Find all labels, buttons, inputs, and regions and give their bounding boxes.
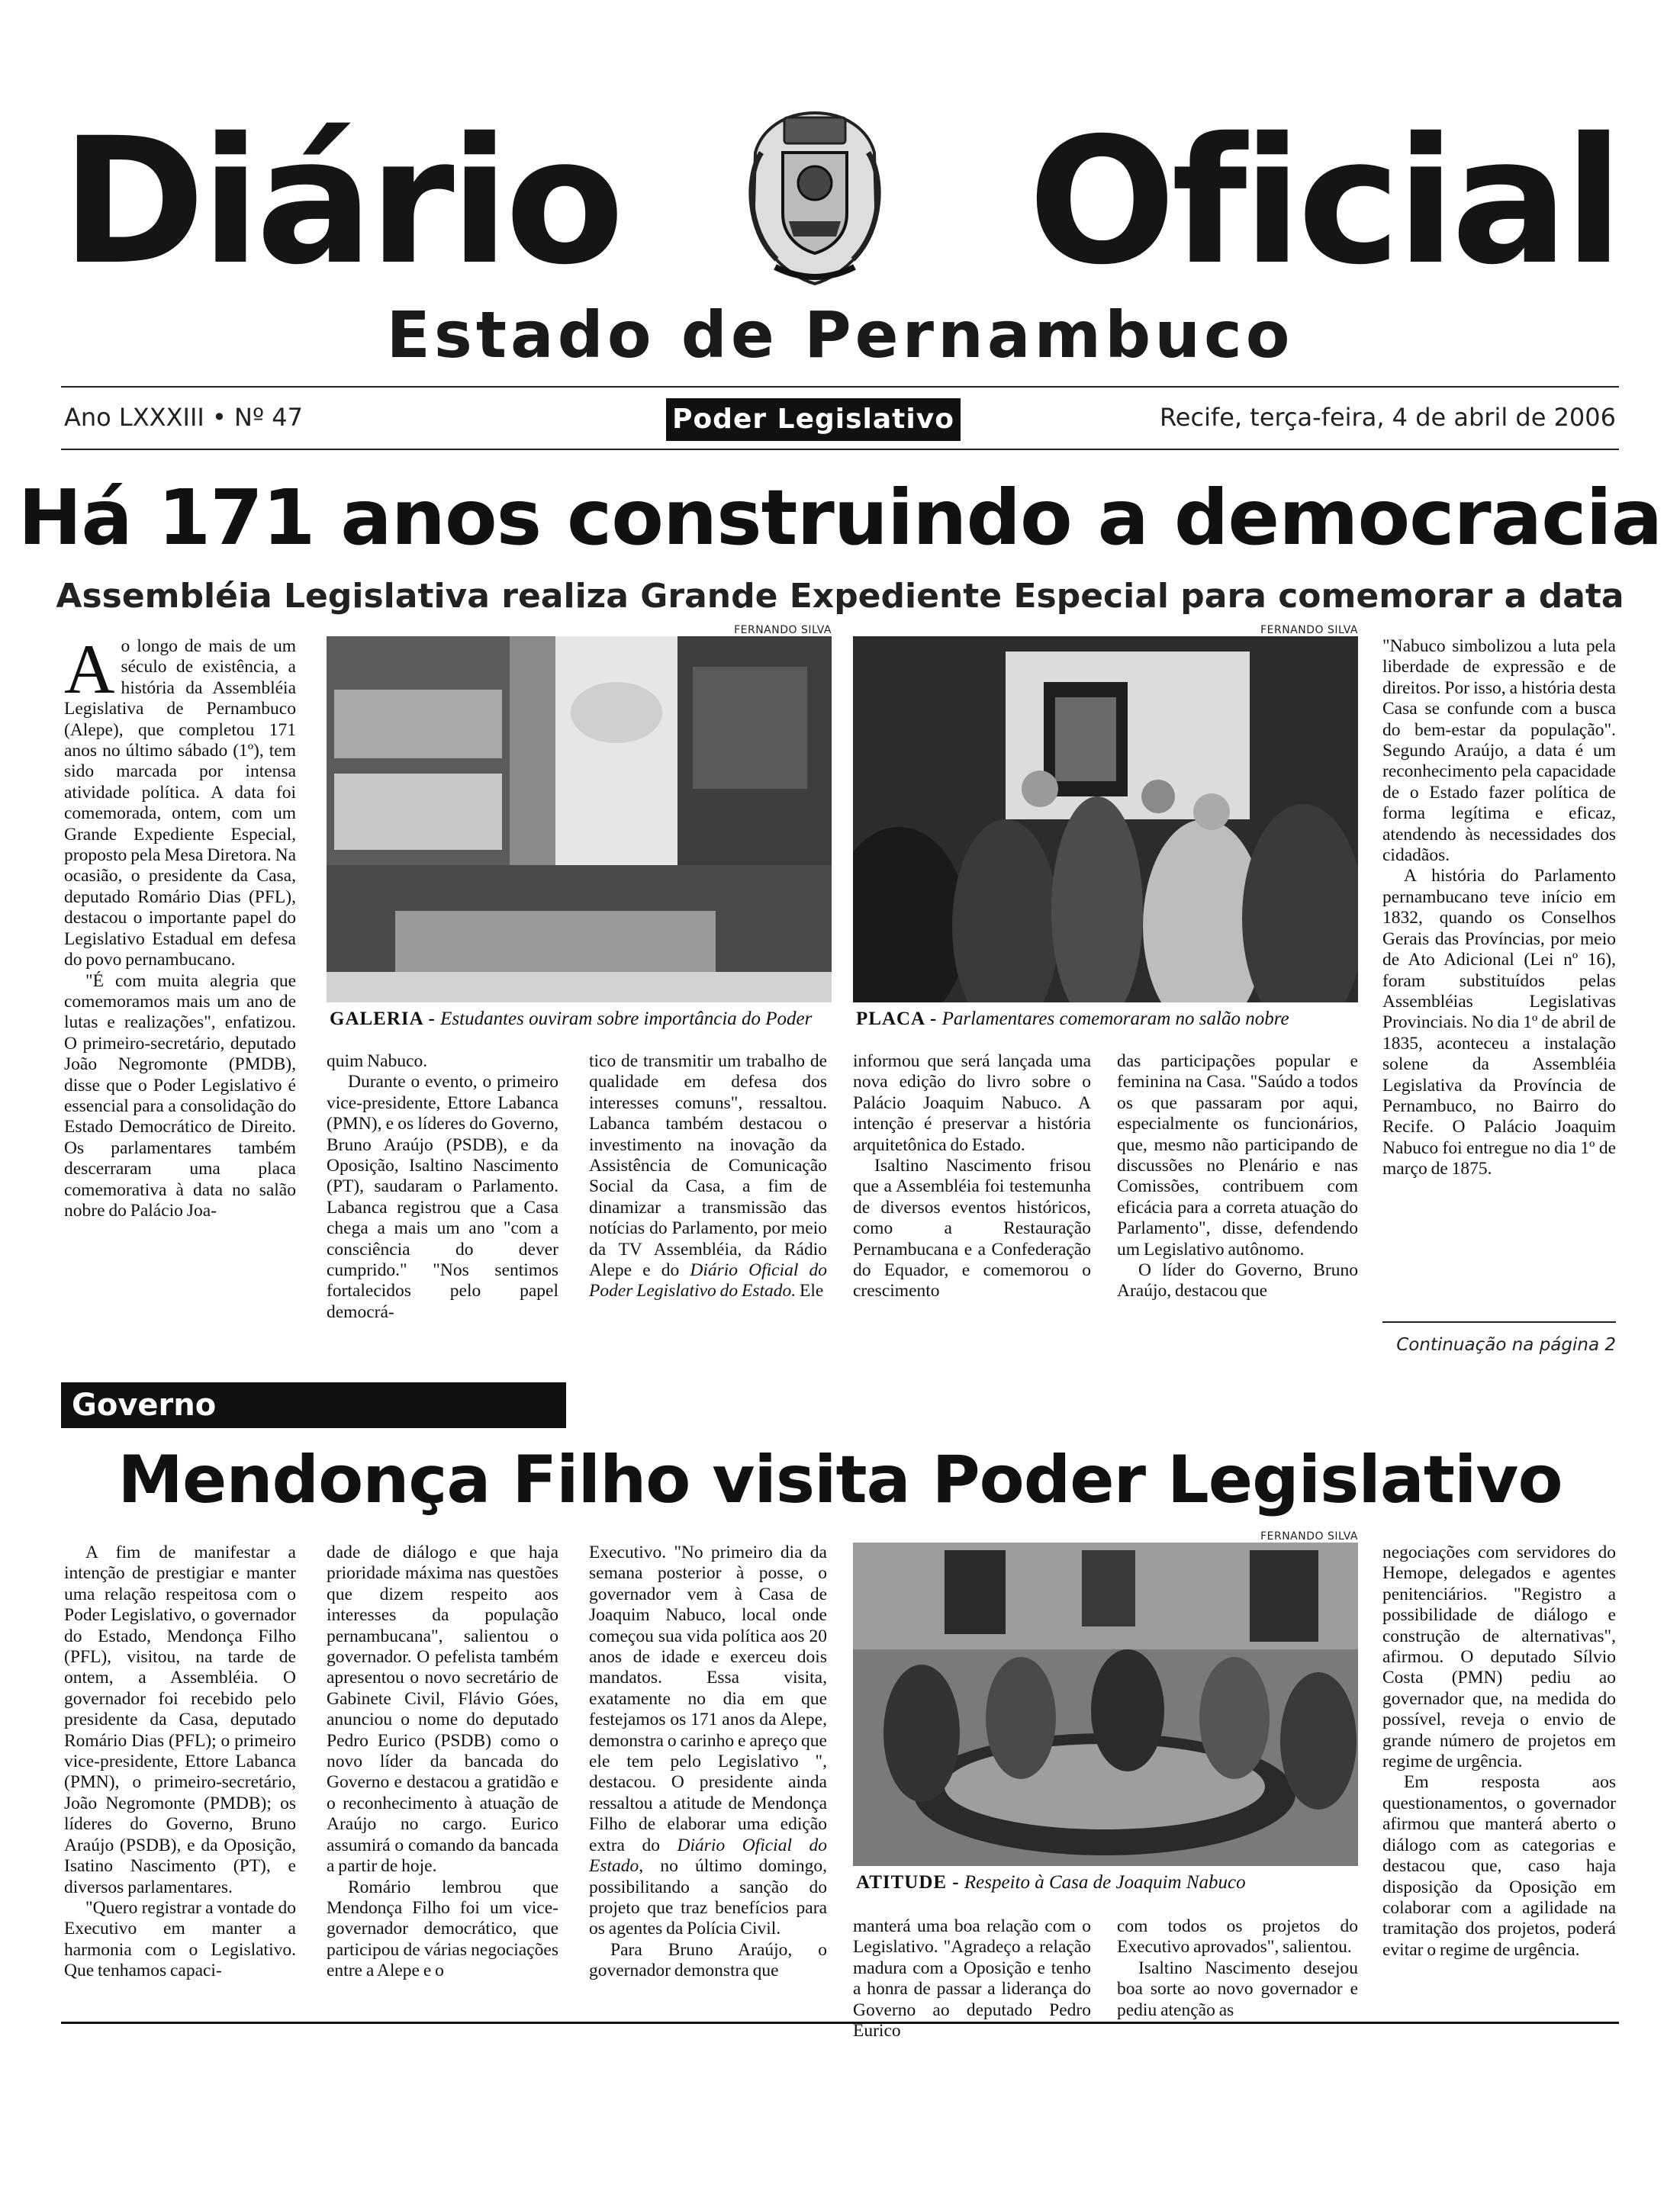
paragraph: "É com muita alegria que comemoramos mais um ano de lutas e realizações", enfatizou. O primeiro-secretário, deputado João Negromonte (PMDB), disse que o Poder Legislativo é essencial para a consolidação do Estado Democrático de Direito. Os parlamentares também descerraram uma placa comemorativa à data no salão nobre do Palácio Joa-	[64, 970, 296, 1221]
section-badge: Poder Legislativo	[666, 398, 961, 441]
paragraph: das participações popular e feminina na Casa. "Saúdo a todos os que passaram por aqui, especialmente os funcionários, que, mesmo não participando de discussões no Plenário e nas Comissões, contribuem com eficácia para a correta atuação do Parlamento", disse, defendendo um Legislativo autônomo.	[1117, 1051, 1358, 1260]
paragraph: o longo de mais de um século de existência, a história da Assembléia Legislativa de Pernambuco (Alepe), que completou 171 anos no último sábado (1º), tem sido marcada por intensa atividade política. A data foi comemorada, ontem, com um Grande Expediente Especial, proposto pela Mesa Diretora. Na ocasião, o presidente da Casa, deputado Romário Dias (PFL), destacou o importante papel do Legislativo Estadual em defesa do povo pernambucano.	[64, 636, 296, 970]
paragraph	[589, 1543, 827, 1940]
paragraph: Isaltino Nascimento desejou boa sorte ao novo governador e pediu atenção as	[1117, 1958, 1358, 2020]
lead-column-6	[1382, 636, 1616, 1180]
paragraph: informou que será lançada uma nova edição do livro sobre o Palácio Joaquim Nabuco. A intenção é preservar a história arquitetônica do Estado.	[853, 1051, 1091, 1155]
second-column-6	[1382, 1543, 1616, 1961]
top-rule	[61, 386, 1619, 388]
paragraph: "Nabuco simbolizou a luta pela liberdade de expressão e de direitos. Por isso, a história desta Casa se confunde com a busca do bem-estar da população". Segundo Araújo, a data é um reconhecimento pela capacidade de o Estado fazer política de forma legítima e eficaz, atendendo às necessidades dos cidadãos.	[1382, 636, 1616, 866]
paragraph: A história do Parlamento pernambucano teve início em 1832, quando os Conselhos Gerais das Províncias, por meio de Ato Adicional (Lei nº 16), foram substituídos pelas Assembléias Legislativas Provinciais. No dia 1º de abril de 1835, aconteceu a instalação solene da Assembléia Legislativa da Província de Pernambuco, no Bairro do Recife. O Palácio Joaquim Nabuco foi entregue no dia 1º de março de 1875.	[1382, 866, 1616, 1179]
paragraph: "Quero registrar a vontade do Executivo em manter a harmonia com o Legislativo. Que tenhamos capaci-	[64, 1897, 296, 1981]
lead-column-3	[589, 1051, 827, 1302]
second-column-2	[327, 1543, 558, 1982]
header-bottom-rule	[61, 449, 1619, 450]
second-column-3	[589, 1543, 827, 1982]
masthead-subtitle: Estado de Pernambuco	[386, 298, 1294, 372]
caption-text: Parlamentares comemoraram no salão nobre	[941, 1009, 1289, 1029]
paragraph: Romário lembrou que Mendonça Filho foi um vice-governador democrático, que participou de várias negociações entre a Alepe e o	[327, 1877, 558, 1981]
publication-title: Diário Oficial do Poder Legislativo do Estado.	[589, 1260, 827, 1301]
caption-label: PLACA -	[856, 1009, 938, 1029]
photo-caption	[856, 1009, 1289, 1030]
caption-text: Estudantes ouviram sobre importância do Poder	[440, 1009, 813, 1029]
photo-plaque-ceremony	[853, 636, 1358, 1002]
paragraph	[589, 1051, 827, 1302]
text-run: , no último domingo, possibilitando a sanção do projeto que traz benefícios para os agentes da Polícia Civil.	[589, 1856, 827, 1939]
masthead-title-right: Oficial	[1028, 100, 1619, 303]
second-headline: Mendonça Filho visita Poder Legislativo	[117, 1442, 1563, 1518]
paragraph: Em resposta aos questionamentos, o governador afirmou que manterá aberto o diálogo com as categorias e destacou que, caso haja disposição da Oposição em colaborar com a agilidade na tramitação dos projetos, poderá evitar o regime de urgência.	[1382, 1772, 1616, 1960]
caption-label: ATITUDE -	[856, 1872, 960, 1893]
paragraph: A fim de manifestar a intenção de prestigiar e manter uma relação respeitosa com o Poder Legislativo, o governador do Estado, Mendonça Filho (PFL), visitou, na tarde de ontem, a Assembléia. O governador foi recebido pelo presidente da Casa, deputado Romário Dias (PFL); o primeiro vice-presidente, Ettore Labanca (PMN), o primeiro-secretário, João Negromonte (PMDB); os líderes do Governo, Bruno Araújo (PSDB), e da Oposição, Isatino Nascimento (PT), e diversos parlamentares.	[64, 1543, 296, 1897]
photo-caption	[856, 1872, 1246, 1893]
paragraph: Para Bruno Araújo, o governador demonstra que	[589, 1939, 827, 1981]
bottom-rule	[61, 2022, 1619, 2024]
lead-column-2	[327, 1051, 558, 1323]
paragraph: quim Nabuco.	[327, 1051, 428, 1071]
paragraph: com todos os projetos do Executivo aprovados", salientou.	[1117, 1916, 1358, 1958]
paragraph: negociações com servidores do Hemope, delegados e agentes penitenciários. "Registro a possibilidade de diálogo e construção de alternativas", afirmou. O deputado Sílvio Costa (PMN) pediu ao governador que, na medida do possível, reveja o envio de grande número de projetos em regime de urgência.	[1382, 1543, 1616, 1772]
photo-credit: FERNANDO SILVA	[1260, 624, 1358, 636]
paragraph: manterá uma boa relação com o Legislativo. "Agradeço a relação madura com a Oposição e tenho a honra de passar a liderança do Governo ao deputado Pedro Eurico	[853, 1916, 1091, 2041]
continued-rule	[1382, 1321, 1616, 1323]
photo-governor-meeting	[853, 1543, 1358, 1866]
paragraph: O líder do Governo, Bruno Araújo, destacou que	[1117, 1260, 1358, 1301]
lead-column-5	[1117, 1051, 1358, 1302]
photo-plenary-gallery	[327, 636, 832, 1002]
lead-column-4	[853, 1051, 1091, 1302]
lead-subheadline: Assembléia Legislativa realiza Grande Expediente Especial para comemorar a data	[56, 577, 1624, 616]
publication-title: Diário Oficial do Estado	[589, 1835, 827, 1877]
state-coat-of-arms-icon	[731, 107, 899, 290]
photo-credit: FERNANDO SILVA	[1260, 1530, 1358, 1543]
caption-text: Respeito à Casa de Joaquim Nabuco	[964, 1872, 1246, 1893]
continued-link[interactable]: Continuação na página 2	[1396, 1335, 1616, 1355]
second-column-5	[1117, 1916, 1358, 2021]
text-run: Ele	[796, 1281, 824, 1301]
drop-cap: A	[64, 630, 115, 708]
photo-credit: FERNANDO SILVA	[734, 624, 832, 636]
caption-label: GALERIA -	[330, 1009, 436, 1029]
dateline: Recife, terça-feira, 4 de abril de 2006	[1160, 403, 1616, 432]
text-run: Executivo. "No primeiro dia da semana posterior à posse, o governador vem à Casa de Joaquim Nabuco, local onde começou sua vida política aos 20 anos de idade e exerceu dois mandatos. Essa visita, exatamente no dia em que festejamos os 171 anos da Alepe, demonstra o carinho e apreço que ele tem pelo Legislativo ", destacou. O presidente ainda ressaltou a atitude de Mendonça Filho de elaborar uma edição extra do	[589, 1543, 827, 1855]
section-governo-bar: Governo	[61, 1382, 566, 1428]
issue-number: Ano LXXXIII • Nº 47	[64, 403, 303, 432]
paragraph: Durante o evento, o primeiro vice-presidente, Ettore Labanca (PMN), e os líderes do Governo, Bruno Araújo (PSDB), e da Oposição, Isaltino Nascimento (PT), saudaram o Parlamento. Labanca registrou que a Casa chega a mais um ano "com a consciência do dever cumprido." "Nos sentimos fortalecidos pelo papel democrá-	[327, 1072, 558, 1322]
paragraph: dade de diálogo e que haja prioridade máxima nas questões que dizem respeito aos interesses da população pernambucana", salientou o governador. O pefelista também apresentou o novo secretário de Gabinete Civil, Flávio Góes, anunciou o nome do deputado Pedro Eurico (PSDB) como o novo líder da bancada do Governo e destacou a gratidão e o reconhecimento à atuação de Araújo no cargo. Eurico assumirá o comando da bancada a partir de hoje.	[327, 1543, 558, 1877]
text-run: tico de transmitir um trabalho de qualidade em defesa dos interesses comuns", ressaltou. Labanca também destacou o investimento na inovação da Assistência de Comunicação Social da Casa, a fim de dinamizar a transmissão das notícias do Parlamento, por meio da TV Assembléia, da Rádio Alepe e do	[589, 1051, 827, 1281]
lead-column-1	[64, 630, 296, 1221]
lead-headline: Há 171 anos construindo a democracia	[18, 473, 1662, 562]
masthead-title-left: Diário	[61, 100, 620, 303]
paragraph: Isaltino Nascimento frisou que a Assembléia foi testemunha de diversos eventos históricos, como a Restauração Pernambucana e a Confederação do Equador, e comemorou o crescimento	[853, 1156, 1091, 1301]
second-column-1	[64, 1543, 296, 1982]
photo-caption	[330, 1009, 812, 1030]
